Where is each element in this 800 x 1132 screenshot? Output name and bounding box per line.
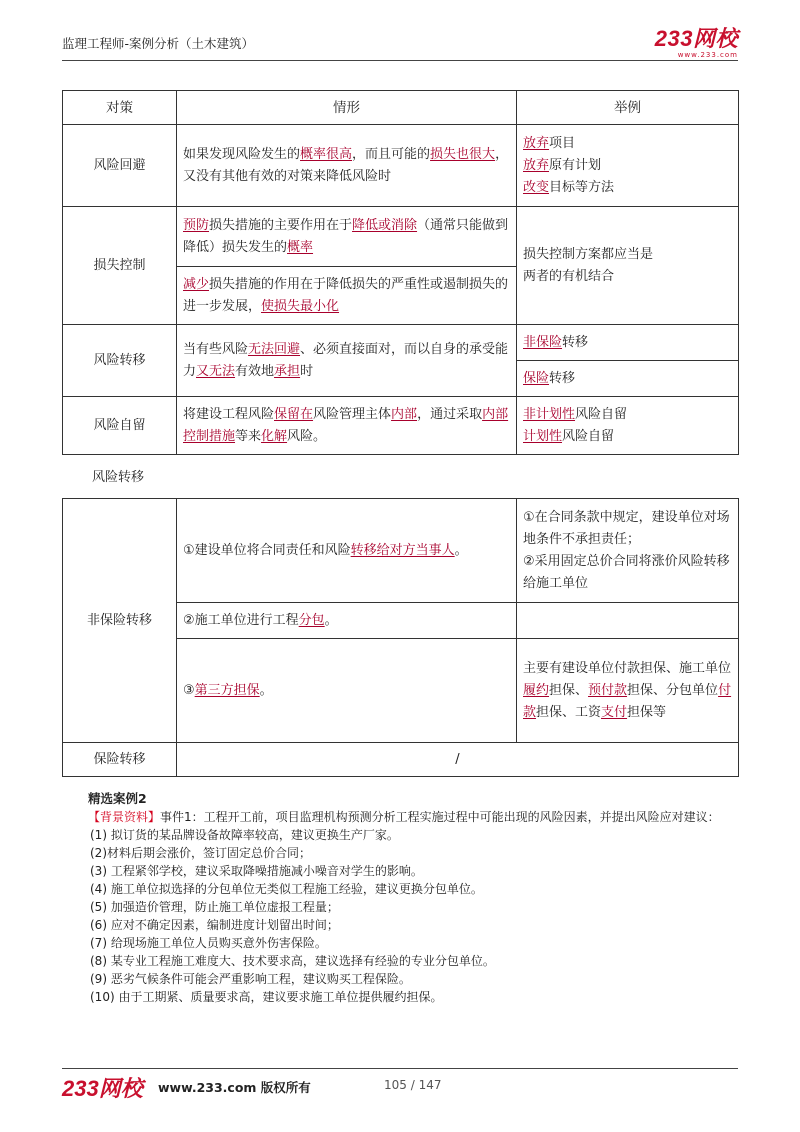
table-row-retain xyxy=(63,397,739,455)
text-segment: 等来 xyxy=(235,428,262,444)
cell-line xyxy=(523,133,732,155)
text-segment: ，而且可能的 xyxy=(352,146,431,162)
text-segment: 主要有建设单位付款担保、施工单位 xyxy=(523,660,732,676)
insurance-label: 保险转移 xyxy=(63,743,177,777)
text-segment: 有效地 xyxy=(235,363,275,379)
table-row-control-1 xyxy=(63,207,739,267)
text-segment: 、必须直接面对，而以自身的承受能力 xyxy=(183,341,509,379)
highlight-text: 化解 xyxy=(261,428,288,444)
background-tag: 【背景资料】 xyxy=(88,810,161,824)
text-segment: 担保、分包单位 xyxy=(627,682,719,698)
strategy-label: 风险回避 xyxy=(63,125,177,207)
highlight-text: 计划性 xyxy=(523,428,563,444)
detail-cell xyxy=(517,639,739,743)
cell-line xyxy=(523,266,732,288)
case-item: (3) 工程紧邻学校，建议采取降噪措施减小噪音对学生的影响。 xyxy=(90,864,423,878)
example-cell xyxy=(517,361,739,397)
table-row-transfer-1 xyxy=(63,325,739,361)
situation-cell xyxy=(177,267,517,325)
cell-line xyxy=(523,404,732,426)
detail-cell-empty xyxy=(517,603,739,639)
text-segment: 转移 xyxy=(549,370,576,386)
text-segment: 。 xyxy=(324,612,338,628)
highlight-text: 减少 xyxy=(183,276,210,292)
highlight-text: 第三方担保 xyxy=(194,682,260,698)
highlight-text: 承担 xyxy=(274,363,301,379)
text-segment: 损失措施的主要作用在于 xyxy=(209,217,353,233)
highlight-text: 非保险 xyxy=(523,334,563,350)
footer-logo: 233网校 xyxy=(62,1076,143,1101)
highlight-text: 预防 xyxy=(183,217,210,233)
text-segment: 风险管理主体 xyxy=(313,406,392,422)
case-item: (6) 应对不确定因素，编制进度计划留出时间； xyxy=(90,918,339,932)
case-item: (10) 由于工期紧、质量要求高，建议要求施工单位提供履约担保。 xyxy=(90,990,443,1004)
strategy-label: 损失控制 xyxy=(63,207,177,325)
header-strategy: 对策 xyxy=(63,91,177,125)
text-segment: 。 xyxy=(454,542,468,558)
brand-logo xyxy=(655,28,738,59)
method-cell xyxy=(177,603,517,639)
highlight-text: 降低或消除 xyxy=(352,217,418,233)
cell-line xyxy=(523,551,732,595)
situation-cell xyxy=(177,325,517,397)
case-item: (4) 施工单位拟选择的分包单位无类似工程施工经验，建议更换分包单位。 xyxy=(90,882,483,896)
text-segment: ，又没有其他有效的对策来降低风险时 xyxy=(183,146,509,184)
highlight-text: 无法回避 xyxy=(248,341,301,357)
table-row-avoid xyxy=(63,125,739,207)
text-segment: 将建设工程风险 xyxy=(183,406,275,422)
highlight-text: 概率很高 xyxy=(300,146,353,162)
text-segment: 转移 xyxy=(562,334,589,350)
text-segment: （通常只能做到降低）损失发生的 xyxy=(183,217,509,255)
highlight-text: 放弃 xyxy=(523,135,550,151)
section-label: 风险转移 xyxy=(92,470,145,485)
text-segment: ③ xyxy=(183,682,195,698)
detail-cell xyxy=(517,499,739,603)
highlight-text: 损失也很大 xyxy=(430,146,496,162)
case-items xyxy=(62,826,742,1006)
highlight-text: 转移给对方当事人 xyxy=(350,542,455,558)
text-segment: 。 xyxy=(259,682,273,698)
method-cell xyxy=(177,499,517,603)
highlight-text: 保险 xyxy=(523,370,550,386)
cell-line xyxy=(523,507,732,551)
text-segment: ②施工单位进行工程 xyxy=(183,612,299,628)
case-item: (1) 拟订货的某品牌设备故障率较高，建议更换生产厂家。 xyxy=(90,828,399,842)
text-segment: ，通过采取 xyxy=(417,406,483,422)
cell-line xyxy=(523,177,732,199)
highlight-text: 保留在 xyxy=(274,406,314,422)
strategy-label: 风险转移 xyxy=(63,325,177,397)
highlight-text: 内部 xyxy=(391,406,418,422)
text-segment: 两者的有机结合 xyxy=(523,268,615,284)
cell-line xyxy=(523,426,732,448)
case-section xyxy=(62,790,742,1006)
case-title: 精选案例2 xyxy=(88,791,147,806)
example-cell xyxy=(517,125,739,207)
highlight-text: 放弃 xyxy=(523,157,550,173)
risk-response-table xyxy=(62,90,739,455)
highlight-text: 预付款 xyxy=(588,682,628,698)
example-cell xyxy=(517,207,739,325)
text-segment: ①在合同条款中规定，建设单位对场地条件不承担责任； xyxy=(523,509,730,547)
text-segment: 损失控制方案都应当是 xyxy=(523,246,654,262)
case-item: (7) 给现场施工单位人员购买意外伤害保险。 xyxy=(90,936,327,950)
text-segment: 担保、 xyxy=(549,682,589,698)
highlight-text: 又无法 xyxy=(196,363,236,379)
text-segment: 时 xyxy=(300,363,314,379)
text-segment: 目标等方法 xyxy=(549,179,615,195)
method-cell xyxy=(177,639,517,743)
highlight-text: 分包 xyxy=(298,612,325,628)
header-divider xyxy=(62,60,738,61)
non-insurance-label: 非保险转移 xyxy=(63,499,177,743)
text-segment: ①建设单位将合同责任和风险 xyxy=(183,542,351,558)
transfer-row-1 xyxy=(63,499,739,603)
text-segment: 如果发现风险发生的 xyxy=(183,146,301,162)
highlight-text: 内部控制措施 xyxy=(183,406,509,444)
highlight-text: 付款 xyxy=(523,682,732,720)
case-intro-text: 事件1：工程开工前，项目监理机构预测分析工程实施过程中可能出现的风险因素，并提出风险应对建议： xyxy=(160,810,720,824)
situation-cell xyxy=(177,207,517,267)
header-title: 监理工程师-案例分析（土木建筑） xyxy=(62,36,255,51)
case-item: (8) 某专业工程施工难度大、技术要求高，建议选择有经验的专业分包单位。 xyxy=(90,954,495,968)
footer-divider xyxy=(62,1068,738,1069)
strategy-label: 风险自留 xyxy=(63,397,177,455)
text-segment: 当有些风险 xyxy=(183,341,249,357)
example-cell xyxy=(517,397,739,455)
text-segment: 损失措施的作用在于降低损失的严重性或遏制损失的进一步发展， xyxy=(183,276,509,314)
text-segment: 风险。 xyxy=(287,428,327,444)
situation-cell xyxy=(177,125,517,207)
case-item: (5) 加强造价管理，防止施工单位虚报工程量； xyxy=(90,900,339,914)
text-segment: 担保等 xyxy=(627,704,667,720)
case-item: (2)材料后期会涨价，签订固定总价合同； xyxy=(90,846,311,860)
highlight-text: 支付 xyxy=(601,704,628,720)
case-intro xyxy=(62,808,742,826)
highlight-text: 概率 xyxy=(287,239,314,255)
header-example: 举例 xyxy=(517,91,739,125)
text-segment: ②采用固定总价合同将涨价风险转移给施工单位 xyxy=(523,553,730,591)
page-footer xyxy=(62,1072,738,1100)
cell-line xyxy=(523,244,732,266)
logo-subtext: www.233.com xyxy=(677,51,738,59)
header-situation: 情形 xyxy=(177,91,517,125)
transfer-row-insurance xyxy=(63,743,739,777)
text-segment: 风险自留 xyxy=(562,428,615,444)
table-header-row xyxy=(63,91,739,125)
risk-transfer-table xyxy=(62,498,739,777)
insurance-value: / xyxy=(177,743,739,777)
page-number: 105 / 147 xyxy=(384,1078,442,1092)
logo-text: 233网校 xyxy=(654,26,738,51)
situation-cell xyxy=(177,397,517,455)
text-segment: 风险自留 xyxy=(575,406,628,422)
cell-line xyxy=(523,155,732,177)
page-header xyxy=(62,26,738,59)
case-item: (9) 恶劣气候条件可能会严重影响工程，建议购买工程保险。 xyxy=(90,972,411,986)
highlight-text: 非计划性 xyxy=(523,406,576,422)
highlight-text: 履约 xyxy=(523,682,550,698)
footer-copyright: www.233.com 版权所有 xyxy=(158,1080,311,1095)
text-segment: 项目 xyxy=(549,135,576,151)
text-segment: 担保、工资 xyxy=(536,704,602,720)
highlight-text: 改变 xyxy=(523,179,550,195)
text-segment: 原有计划 xyxy=(549,157,602,173)
highlight-text: 使损失最小化 xyxy=(261,298,340,314)
example-cell xyxy=(517,325,739,361)
